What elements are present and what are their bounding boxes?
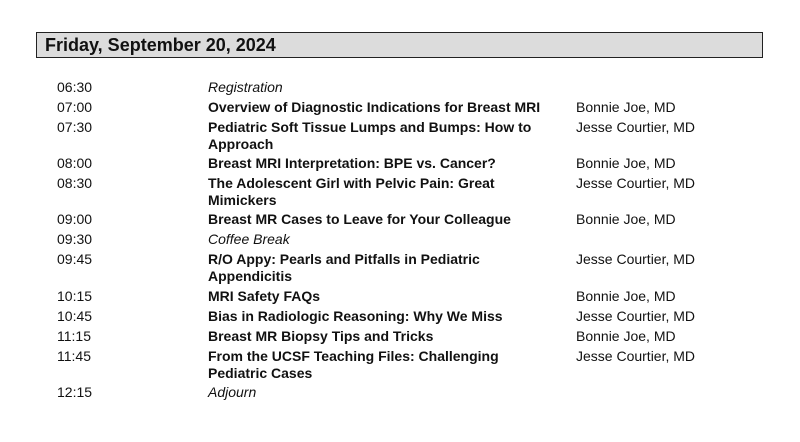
session-time: 12:15 [57, 384, 93, 400]
session-title: R/O Appy: Pearls and Pitfalls in Pediatric Appendicitis [208, 251, 480, 284]
schedule-row [0, 119, 800, 153]
session-speaker: Jesse Courtier, MD [576, 251, 696, 267]
session-speaker: Jesse Courtier, MD [576, 119, 696, 135]
schedule-row [0, 231, 800, 248]
session-speaker: Bonnie Joe, MD [576, 288, 676, 304]
session-title: The Adolescent Girl with Pelvic Pain: Great Mimickers [208, 175, 495, 208]
session-time: 11:15 [57, 328, 91, 344]
schedule-row [0, 384, 800, 401]
schedule-row [0, 175, 800, 209]
session-speaker: Jesse Courtier, MD [576, 348, 696, 364]
session-speaker: Jesse Courtier, MD [576, 175, 696, 191]
session-time: 08:30 [57, 175, 93, 191]
session-title: Bias in Radiologic Reasoning: Why We Miss [208, 308, 503, 324]
session-title: Coffee Break [208, 231, 290, 247]
session-time: 06:30 [57, 79, 93, 95]
session-speaker: Bonnie Joe, MD [576, 99, 676, 115]
schedule-row [0, 308, 800, 325]
schedule-row [0, 79, 800, 96]
session-speaker: Bonnie Joe, MD [576, 155, 676, 171]
session-title: Breast MR Cases to Leave for Your Colleague [208, 211, 511, 227]
session-time: 07:30 [57, 119, 93, 135]
schedule-row [0, 155, 800, 172]
schedule-list [0, 79, 800, 401]
session-title: Adjourn [208, 384, 257, 400]
session-title: MRI Safety FAQs [208, 288, 321, 304]
session-time: 09:30 [57, 231, 93, 247]
session-title: Breast MR Biopsy Tips and Tricks [208, 328, 434, 344]
session-time: 09:00 [57, 211, 93, 227]
schedule-row [0, 99, 800, 116]
session-time: 07:00 [57, 99, 93, 115]
session-time: 08:00 [57, 155, 93, 171]
session-speaker: Bonnie Joe, MD [576, 328, 676, 344]
session-title: From the UCSF Teaching Files: Challenging Pediatric Cases [208, 348, 499, 381]
day-header: Friday, September 20, 2024 [36, 32, 763, 58]
session-speaker: Jesse Courtier, MD [576, 308, 696, 324]
session-speaker: Bonnie Joe, MD [576, 211, 676, 227]
schedule-row [0, 251, 800, 285]
schedule-row [0, 328, 800, 345]
session-time: 10:15 [57, 288, 93, 304]
session-time: 10:45 [57, 308, 93, 324]
schedule-row [0, 211, 800, 228]
session-title: Pediatric Soft Tissue Lumps and Bumps: How to Approach [208, 119, 532, 152]
session-time: 09:45 [57, 251, 93, 267]
schedule-row [0, 348, 800, 382]
session-title: Breast MRI Interpretation: BPE vs. Cancer? [208, 155, 496, 171]
session-time: 11:45 [57, 348, 91, 364]
schedule-row [0, 288, 800, 305]
session-title: Overview of Diagnostic Indications for Breast MRI [208, 99, 541, 115]
session-title: Registration [208, 79, 283, 95]
